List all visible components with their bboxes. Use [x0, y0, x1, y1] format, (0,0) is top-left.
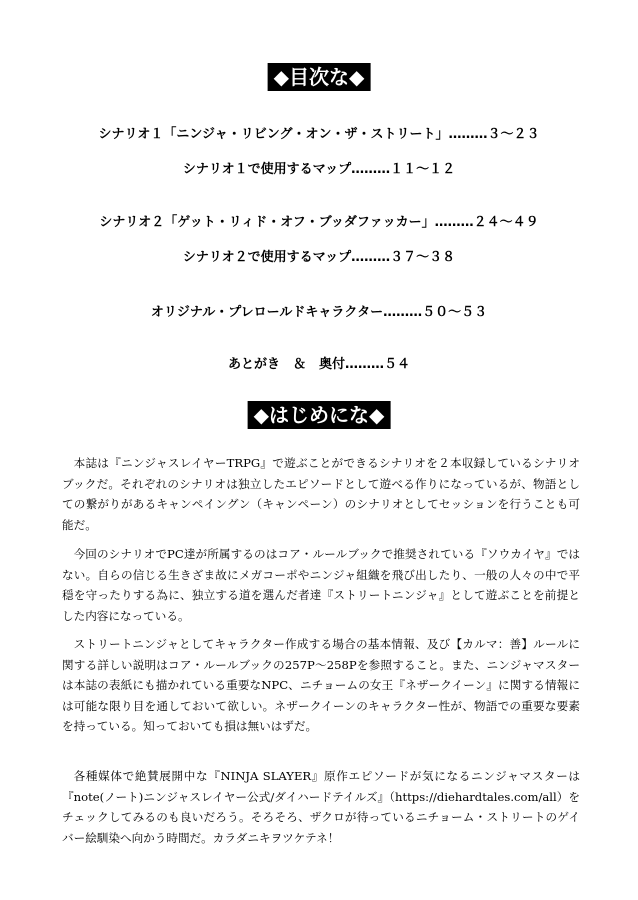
intro-heading: ◆はじめにな◆ — [248, 401, 391, 429]
intro-paragraph-2: 今回のシナリオでPC達が所属するのはコア・ルールブックで推奨されている『ソウカイヤ』ではない。自らの信じる生きざま故にメガコーポやニンジャ組織を飛び出したり、一般の人々の中で平穏を守ったりする為に、独立する道を選んだ者達『ストリートニンジャ』として遊ぶことを前提とした内容になっている。 — [62, 547, 580, 623]
toc-heading: ◆目次な◆ — [268, 63, 371, 91]
intro-paragraph-1: 本誌は『ニンジャスレイヤーTRPG』で遊ぶことができるシナリオを２本収録しているシナリオブックだ。それぞれのシナリオは独立したエピソードとして遊べる作りになっているが、物語としての繋がりがあるキャンペイングン（キャンペーン）のシナリオとしてセッションを行うことも可能だ。 — [62, 456, 580, 532]
intro-paragraph-3: ストリートニンジャとしてキャラクター作成する場合の基本情報、及び【カルマ：善】ルールに関する詳しい説明はコア・ルールブックの257P～258Pを参照すること。また、ニンジャマスターは本誌の表紙にも描かれている重要なNPC、ニチョームの女王『ネザークイーン』に関する情報には可能な限り目を通しておいて欲しい。ネザークイーンのキャラクター性が、物語での重要な要素を持っている。知っておいても損は無いはずだ。 — [62, 637, 580, 733]
toc-entry-scenario-2: シナリオ２「ゲット・リィド・オフ・ブッダファッカー」………２４～４９ — [99, 215, 539, 230]
intro-paragraph-4: 各種媒体で絶賛展開中な『NINJA SLAYER』原作エピソードが気になるニンジャマスターは『note(ノート)ニンジャスレイヤー公式/ダイハードテイルズ』（https://diehardtales.com/all）をチェックしてみるのも良いだろう。そろそろ、ザクロが待っているニチョーム・ストリートのゲイバー絵馴染へ向かう時間だ。カラダニキヲツケテネ！ — [62, 769, 580, 845]
toc-entry-pregenerated-characters: オリジナル・プレロールドキャラクター………５０～５３ — [150, 305, 488, 320]
toc-entry-scenario-1-map: シナリオ１で使用するマップ………１１～１２ — [182, 162, 456, 177]
toc-entry-scenario-2-map: シナリオ２で使用するマップ………３７～３８ — [182, 250, 456, 265]
toc-entry-scenario-1: シナリオ１「ニンジャ・リビング・オン・ザ・ストリート」………３～２３ — [98, 127, 540, 142]
toc-entry-afterword: あとがき ＆ 奥付………５４ — [227, 357, 410, 372]
